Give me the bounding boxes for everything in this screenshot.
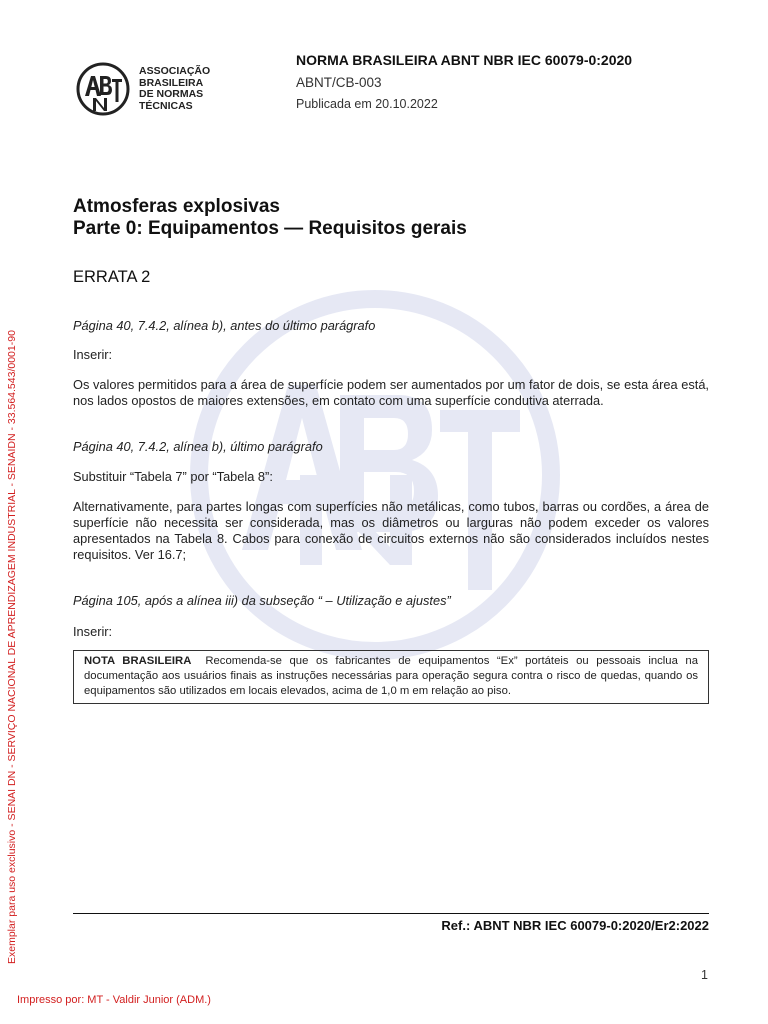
document-title-line1: Atmosferas explosivas <box>73 196 280 217</box>
printed-by: Impresso por: MT - Valdir Junior (ADM.) <box>17 994 211 1006</box>
license-stamp: Exemplar para uso exclusivo - SENAI DN - SERVIÇO NACIONAL DE APRENDIZAGEM INDUSTRIAL - SENAIDN - 33.564.543/0001-90 <box>6 330 18 964</box>
document-title <box>73 196 467 240</box>
location-reference: Página 40, 7.4.2, alínea b), último parágrafo <box>73 439 323 454</box>
org-line: BRASILEIRA <box>139 76 204 89</box>
document-reference: Ref.: ABNT NBR IEC 60079-0:2020/Er2:2022 <box>441 918 709 933</box>
organization-name <box>139 66 210 112</box>
abnt-logo-icon <box>76 62 130 116</box>
publication-date: Publicada em 20.10.2022 <box>296 97 438 111</box>
standard-title: NORMA BRASILEIRA ABNT NBR IEC 60079-0:2020 <box>296 52 633 68</box>
org-line: ASSOCIAÇÃO <box>139 65 211 77</box>
page-number: 1 <box>701 968 708 982</box>
org-line: DE NORMAS <box>139 88 204 100</box>
document-title-line2: Parte 0: Equipamentos — Requisitos gerais <box>73 218 467 239</box>
note-text: Recomenda-se que os fabricantes de equipamentos “Ex” portáteis ou pessoais inclua na documentação aos usuários finais as instruções necessárias para operação segura contra o risco de quedas, quando os equipamentos são utilizados em locais elevados, acima de 1,0 m em relação ao piso. <box>84 655 698 697</box>
committee-code: ABNT/CB-003 <box>296 75 382 90</box>
note-label: NOTA BRASILEIRA <box>84 655 192 667</box>
paragraph: Os valores permitidos para a área de superfície podem ser aumentados por um fator de dois, se esta área está, nos lados opostos de maiores extensões, em contato com uma superfície condutiva aterrada. <box>73 377 709 408</box>
instruction-text: Inserir: <box>73 347 113 362</box>
instruction-text: Substituir “Tabela 7” por “Tabela 8”: <box>73 469 273 484</box>
brazilian-note-box <box>73 650 709 704</box>
errata-heading: ERRATA 2 <box>73 268 151 286</box>
footer-divider <box>73 913 709 914</box>
instruction-text: Inserir: <box>73 624 113 639</box>
org-line: TÉCNICAS <box>139 99 193 112</box>
location-reference: Página 40, 7.4.2, alínea b), antes do último parágrafo <box>73 318 376 333</box>
paragraph: Alternativamente, para partes longas com superfícies não metálicas, como tubos, barras ou cordões, a área de superfície não necessita ser considerada, mas os diâmetros ou larguras não podem exceder os valores apresentados na Tabela 8. Cabos para conexão de circuitos externos não são considerados incluídos nestes requisitos. Ver 16.7; <box>73 499 709 562</box>
location-reference: Página 105, após a alínea iii) da subseção “ – Utilização e ajustes” <box>73 593 451 608</box>
